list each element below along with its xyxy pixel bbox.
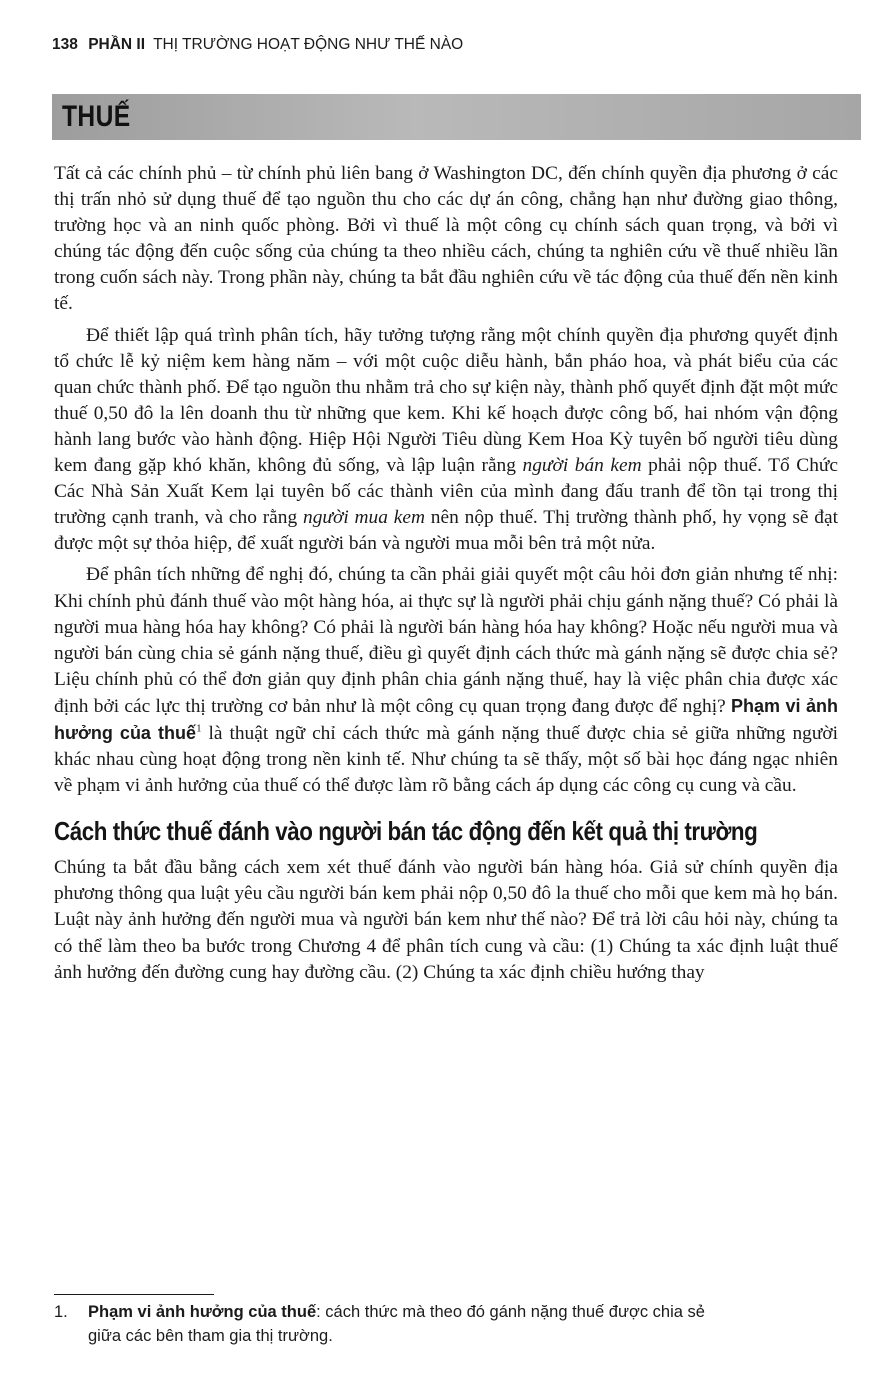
body-text bbox=[54, 161, 838, 986]
paragraph-3-text-b: là thuật ngữ chỉ cách thức mà gánh nặng thuế được chia sẻ giữa những người khác nhau cùng hoạt động trong nền kinh tế. Như chúng ta sẽ thấy, một số bài học đáng ngạc nhiên về phạm vi ảnh hưởng của thuế có thể được làm rõ bằng cách áp dụng các công cụ cung và cầu. bbox=[54, 722, 838, 797]
chapter-title: THỊ TRƯỜNG HOẠT ĐỘNG NHƯ THẾ NÀO bbox=[153, 36, 464, 53]
paragraph-1: Tất cả các chính phủ – từ chính phủ liên bang ở Washington DC, đến chính quyền địa phương ở các thị trấn nhỏ sử dụng thuế để tạo nguồn thu cho các dự án công, chẳng hạn như đường giao thông, trường học và an ninh quốc phòng. Bởi vì thuế là một công cụ chính sách quan trọng, và bởi vì chúng tác động đến cuộc sống của chúng ta theo nhiều cách, chúng ta nghiên cứu về thuế nhiều lần trong cuốn sách này. Trong phần này, chúng ta bắt đầu nghiên cứu về tác động của thuế đến nền kinh tế. bbox=[54, 163, 838, 315]
paragraph-3-text-a: Để phân tích những để nghị đó, chúng ta cần phải giải quyết một câu hỏi đơn giản nhưng tế nhị: Khi chính phủ đánh thuế vào một hàng hóa, ai thực sự là người phải chịu gánh nặng thuế? Có phải là người mua hàng hóa hay không? Có phải là người bán hàng hóa hay không? Hoặc nếu người mua và người bán cùng chia sẻ gánh nặng thuế, điều gì quyết định cách thức mà gánh nặng sẽ được chia sẻ? Liệu chính phủ có thể đơn giản quy định phân chia gánh nặng thuế, hay là việc phân chia được xác định bởi các lực thị trường cơ bản như là một công cụ quan trọng đang được để nghị? bbox=[54, 564, 838, 717]
footnote-ref: 1 bbox=[196, 722, 202, 735]
footnote bbox=[54, 1300, 844, 1348]
emphasis-buyer: người mua kem bbox=[303, 507, 425, 529]
section-banner bbox=[52, 94, 861, 140]
footnote-term: Phạm vi ảnh hưởng của thuế bbox=[88, 1303, 317, 1321]
emphasis-seller: người bán kem bbox=[522, 455, 642, 477]
key-term: Phạm vi ảnh hưởng của thuế bbox=[54, 695, 838, 743]
footnote-text-continued: giữa các bên tham gia thị trường. bbox=[88, 1327, 333, 1345]
paragraph-4: Chúng ta bắt đầu bằng cách xem xét thuế đánh vào người bán hàng hóa. Giả sử chính quyền địa phương thông qua luật yêu cầu người bán kem phải nộp 0,50 đô la thuế cho mỗi que kem mà họ bán. Luật này ảnh hưởng đến người mua và người bán kem như thế nào? Để trả lời câu hỏi này, chúng ta có thể làm theo ba bước trong Chương 4 để phân tích cung và cầu: (1) Chúng ta xác định luật thuế ảnh hưởng đến đường cung hay đường cầu. (2) Chúng ta xác định chiều hướng thay bbox=[54, 857, 838, 983]
footnote-number: 1. bbox=[54, 1303, 68, 1321]
paragraph-2-text-a: Để thiết lập quá trình phân tích, hãy tưởng tượng rằng một chính quyền địa phương quyết định tổ chức lễ kỷ niệm kem hàng năm – với một cuộc diễu hành, bắn pháo hoa, và phát biểu của các quan chức thành phố. Để tạo nguồn thu nhằm trả cho sự kiện này, thành phố quyết định đặt một mức thuế 0,50 đô la lên doanh thu từ những que kem. Khi kế hoạch được công bố, hai nhóm vận động hành lang bước vào hành động. Hiệp Hội Người Tiêu dùng Kem Hoa Kỳ tuyên bố người tiêu dùng kem đang gặp khó khăn, không đủ sống, và lập luận rằng bbox=[54, 324, 838, 477]
banner-title: THUẾ bbox=[62, 100, 131, 133]
paragraph-3 bbox=[54, 562, 838, 799]
part-label: PHẦN II bbox=[88, 36, 146, 53]
paragraph-2-text-b: phải nộp thuế. Tổ Chức Các Nhà Sản Xuất Kem lại tuyên bố các thành viên của mình đang đấu tranh để tồn tại trong thị trường cạnh tranh, và cho rằng bbox=[54, 455, 838, 529]
running-head bbox=[52, 36, 463, 54]
section-heading: Cách thức thuế đánh vào người bán tác động đến kết quả thị trường bbox=[54, 816, 758, 847]
paragraph-2-text-c: nên nộp thuế. Thị trường thành phố, hy vọng sẽ đạt được một sự thỏa hiệp, để xuất người bán và người mua mỗi bên trả một nửa. bbox=[54, 507, 838, 555]
page-number: 138 bbox=[52, 36, 78, 53]
footnote-text: : cách thức mà theo đó gánh nặng thuế được chia sẻ bbox=[316, 1303, 705, 1321]
paragraph-2 bbox=[54, 323, 838, 558]
footnote-divider bbox=[54, 1294, 214, 1295]
